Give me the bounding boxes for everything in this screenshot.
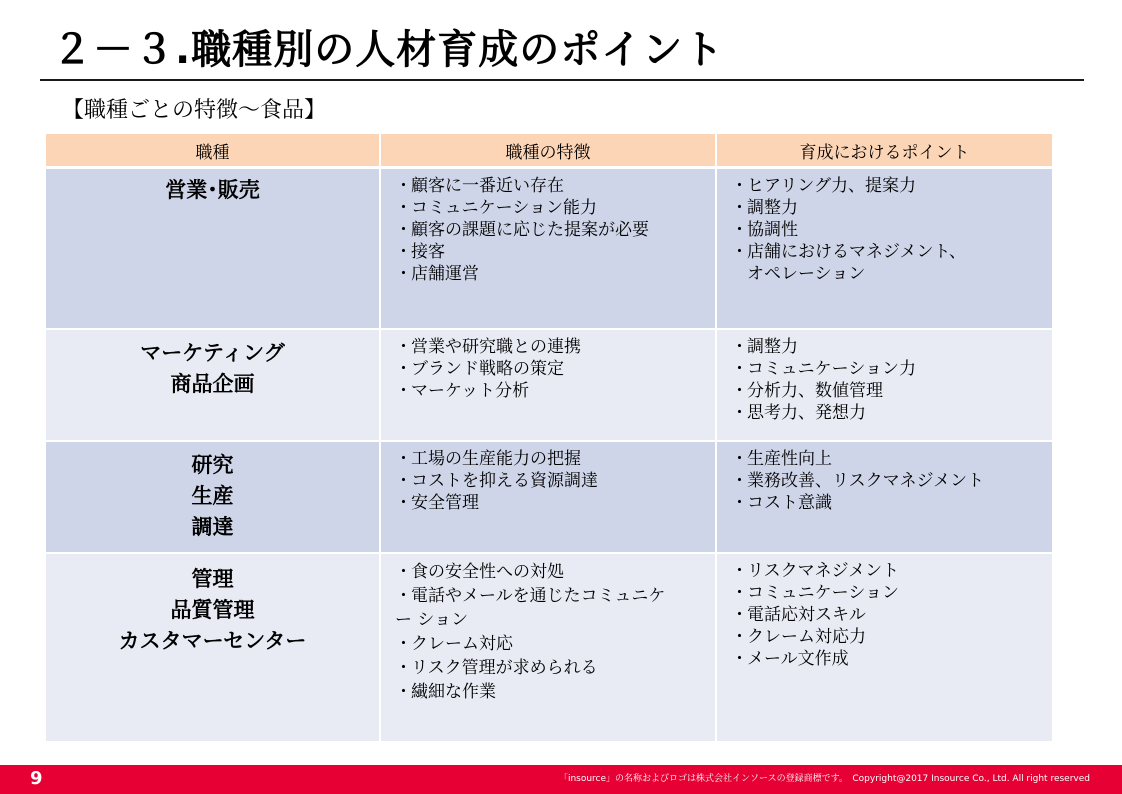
point-item: ・ リスクマネジメント — [731, 560, 1052, 582]
role-name: 管理 — [191, 567, 234, 591]
title-divider — [40, 79, 1084, 81]
points-cell — [716, 553, 1052, 742]
role-name: 品質管理 — [170, 598, 255, 622]
feature-item: ・ 営業や研究職との連携 — [395, 336, 715, 358]
point-item: ・ コスト意識 — [731, 492, 1052, 514]
role-name: 生産 — [191, 484, 234, 508]
feature-item: ・ 顧客に一番近い存在 — [395, 175, 715, 197]
role-name: 営業･販売 — [165, 178, 260, 202]
feature-item: ・ 安全管理 — [395, 492, 715, 514]
feature-item: ・ 電話やメールを通じたコミュニケ — [395, 584, 715, 608]
point-item: ・ コミュニケーション — [731, 582, 1052, 604]
feature-item-continuation-text: ー ション — [395, 610, 469, 630]
role-cell — [46, 329, 380, 441]
features-cell — [380, 553, 716, 742]
copyright-notice: 「insource」の名称およびロゴは株式会社インソースの登録商標です。 Copyright@2017 Insource Co., Ltd. All right reserved — [558, 774, 1090, 784]
point-item: ・ 業務改善、リスクマネジメント — [731, 470, 1052, 492]
role-cell — [46, 553, 380, 742]
point-item: ・ 分析力、数値管理 — [731, 380, 1052, 402]
point-item: ・ 思考力、発想力 — [731, 402, 1052, 424]
feature-item: ・ 店舗運営 — [395, 263, 715, 285]
feature-item: ・ コミュニケーション能力 — [395, 197, 715, 219]
point-item: ・ 調整力 — [731, 197, 1052, 219]
features-cell — [380, 329, 716, 441]
features-cell — [380, 441, 716, 553]
feature-item: ・ 接客 — [395, 241, 715, 263]
table-row — [46, 168, 1052, 330]
point-item: ・ ヒアリング力、提案力 — [731, 175, 1052, 197]
point-item-continuation-text: オペレーション — [747, 264, 866, 284]
header-training-points: 育成におけるポイント — [716, 134, 1052, 168]
feature-item: ・ ブランド戦略の策定 — [395, 358, 715, 380]
table-row — [46, 441, 1052, 553]
feature-item: ・ クレーム対応 — [395, 632, 715, 656]
point-item: ・ 電話応対スキル — [731, 604, 1052, 626]
feature-item: ・ 工場の生産能力の把握 — [395, 448, 715, 470]
table-row — [46, 329, 1052, 441]
header-job-type: 職種 — [46, 134, 380, 168]
point-item: ・ メール文作成 — [731, 648, 1052, 670]
feature-item: ・ 食の安全性への対処 — [395, 560, 715, 584]
points-cell — [716, 168, 1052, 330]
role-name: 研究 — [191, 453, 234, 477]
point-item-continuation — [731, 263, 1052, 285]
table-header-row — [46, 134, 1052, 168]
points-cell — [716, 441, 1052, 553]
feature-item: ・ リスク管理が求められる — [395, 656, 715, 680]
point-item: ・ クレーム対応力 — [731, 626, 1052, 648]
feature-item: ・ 繊細な作業 — [395, 680, 715, 704]
point-item: ・ 生産性向上 — [731, 448, 1052, 470]
role-name: カスタマーセンター — [118, 629, 307, 653]
table-row — [46, 553, 1052, 742]
page-number: 9 — [30, 768, 43, 789]
header-features: 職種の特徴 — [380, 134, 716, 168]
role-name: 調達 — [191, 515, 234, 539]
job-type-table — [46, 134, 1052, 743]
feature-item: ・ マーケット分析 — [395, 380, 715, 402]
feature-item: ・ 顧客の課題に応じた提案が必要 — [395, 219, 715, 241]
point-item: ・ 調整力 — [731, 336, 1052, 358]
role-cell — [46, 441, 380, 553]
features-cell — [380, 168, 716, 330]
point-item: ・ 協調性 — [731, 219, 1052, 241]
point-item: ・ 店舗におけるマネジメント、 — [731, 241, 1052, 263]
footer-bar — [0, 765, 1122, 794]
role-name: マーケティング — [140, 341, 285, 365]
feature-item-continuation — [395, 608, 715, 632]
section-subtitle: 【職種ごとの特徴～食品】 — [62, 98, 327, 123]
page-title: ２－３.職種別の人材育成のポイント — [52, 27, 725, 73]
points-cell — [716, 329, 1052, 441]
role-cell — [46, 168, 380, 330]
role-name: 商品企画 — [170, 372, 255, 396]
feature-item: ・ コストを抑える資源調達 — [395, 470, 715, 492]
point-item: ・ コミュニケーション力 — [731, 358, 1052, 380]
